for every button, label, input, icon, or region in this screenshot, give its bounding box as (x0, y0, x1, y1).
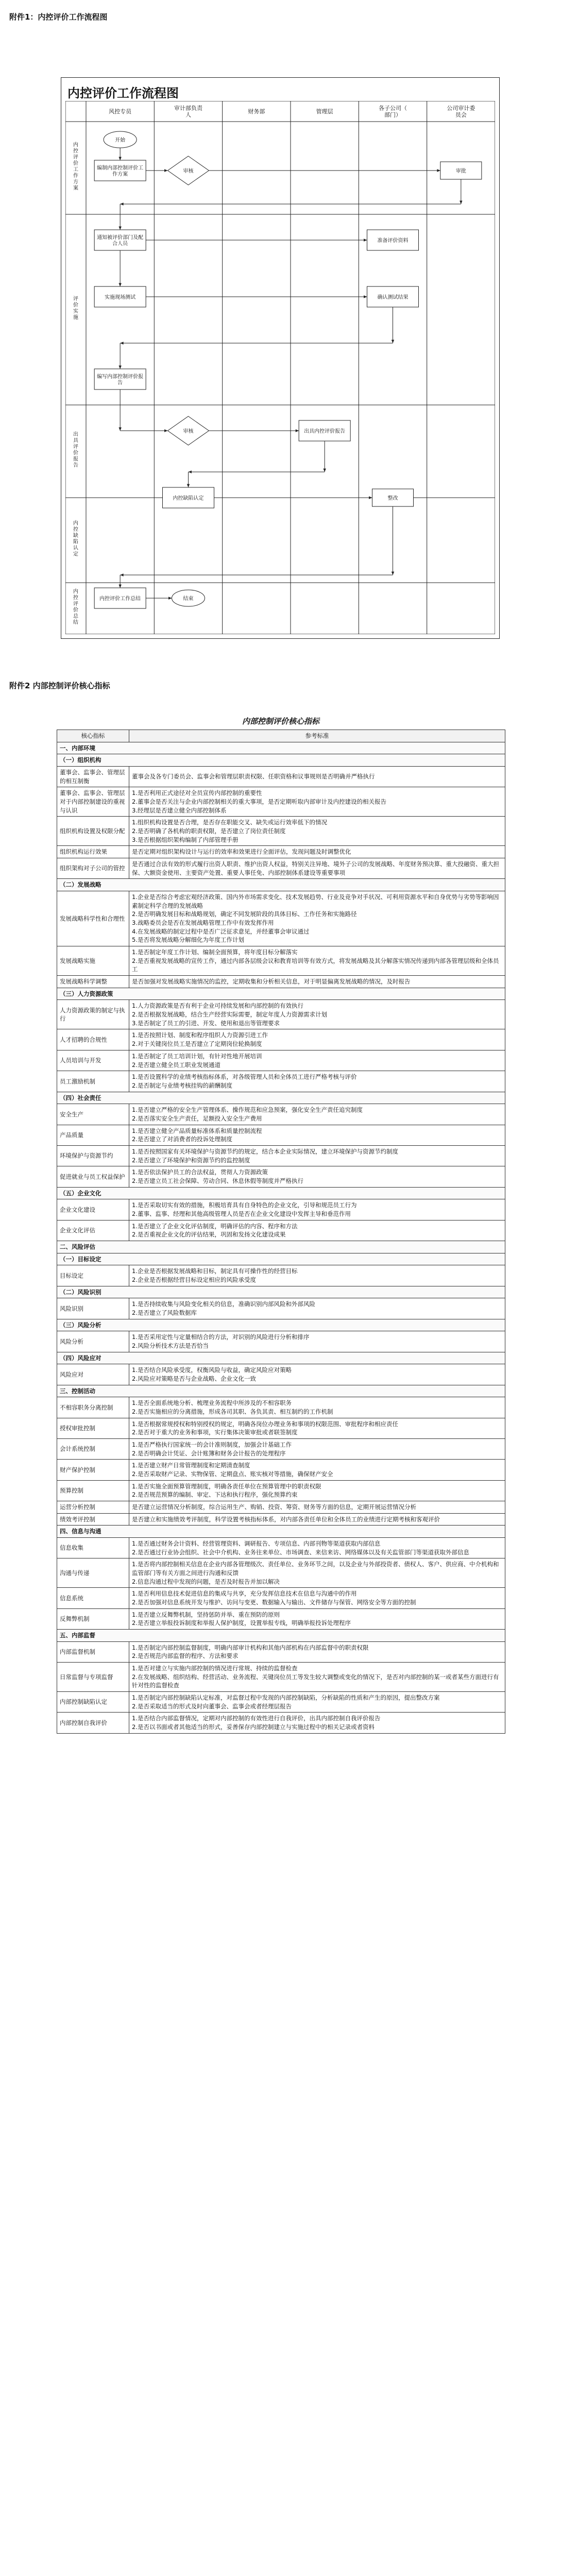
core-index-cell: 目标设定 (57, 1265, 129, 1286)
node-confirm-label: 确认测试结果 (377, 295, 409, 300)
lane-label: 财务部 (248, 108, 265, 115)
node-end-label: 结束 (183, 596, 194, 602)
flow-arrowhead (118, 157, 121, 160)
core-index-cell: 财产保护控制 (57, 1460, 129, 1480)
table-row (57, 1501, 505, 1514)
flow-arrowhead (118, 227, 121, 230)
node-prepare-label: 准备评价资料 (377, 238, 409, 244)
flow-arrowhead (168, 597, 172, 599)
standard-item: 1.是否严格执行国家统一的会计准则制度，加强会计基础工作 (132, 1441, 292, 1449)
section-heading: （五）企业文化 (57, 1187, 505, 1199)
standard-item: 1.是否通过财务会计资料、经营管理资料、调研报告、专项信息、内部刊物等渠道获取内部信息 (132, 1540, 381, 1548)
table-row (57, 846, 505, 858)
standard-item: 1.是否制定内部控制监督制度，明确内部审计机构和其他内部机构在内部监督中的职责权限 (132, 1643, 369, 1651)
table-row (57, 1397, 505, 1418)
table-section-row (57, 1526, 505, 1538)
flowchart-frame (61, 77, 500, 639)
table-row (57, 787, 505, 817)
standard-item: 1.组织机构设置是否合理，是否存在职能交叉、缺失或运行效率低下的情况 (132, 819, 327, 826)
standard-item: 1.是否建立健全产品质量标准体系和质量控制流程 (132, 1127, 262, 1134)
standard-item: 2.是否根据发展战略，结合生产经营实际需要，制定年度人力资源需求计划 (132, 1011, 327, 1019)
node-approve2-label: 审批 (455, 168, 466, 174)
section-heading: 二、风险评估 (57, 1241, 505, 1253)
reference-standard-cell (129, 858, 505, 879)
table-row (57, 1558, 505, 1588)
table-section-row (57, 742, 505, 754)
table-row (57, 1364, 505, 1385)
core-index-cell: 反舞弊机制 (57, 1608, 129, 1629)
standard-item: 1.是否制定年度工作计划、编制全面预算，将年度目标分解落实 (132, 948, 298, 956)
section-heading: 三、控制活动 (57, 1385, 505, 1397)
standard-item: 2.是否加强对信息系统开发与维护、访问与变更、数据输入与输出、文件储存与保管、网络安全等方面的控制 (132, 1599, 416, 1606)
standard-item: 1.是否利用信息技术促进信息的集成与共享，充分发挥信息技术在信息与沟通中的作用 (132, 1590, 357, 1598)
reference-standard-cell (129, 1364, 505, 1385)
core-index-cell: 运营分析控制 (57, 1501, 129, 1514)
core-index-cell: 安全生产 (57, 1104, 129, 1125)
standard-item: 1.是否根据常规授权和特别授权的规定，明确各岗位办理业务和事项的权限范围、审批程序和相应责任 (132, 1420, 398, 1428)
standard-item: 2.是否建立了风险数据库 (132, 1309, 197, 1316)
table-section-row (57, 1187, 505, 1199)
phase-label: 内控评价总结 (73, 589, 78, 625)
standard-item: 是否通过合法有效的形式履行出资人职责、维护出资人权益，特别关注异地、境外子公司的发展战略、年度财务预决算、重大投融资、重大担保、大额资金使用、主要资产处置、重要人事任免、内部控制体系建设等重要事项 (132, 860, 499, 876)
core-index-cell: 董事会、监事会、管理层对于内部控制建设的重视与认识 (57, 787, 129, 817)
standard-item: 3.经理层是否建立健全内部控制体系 (132, 806, 227, 814)
standard-item: 1.是否设置科学的业绩考核指标体系，对各级管理人员和全体员工进行严格考核与评价 (132, 1073, 357, 1081)
standard-item: 1.是否结合内部监督情况，定期对内部控制的有效性进行自我评价，出具内部控制自我评价报告 (132, 1715, 381, 1722)
standard-item: 2.在发展战略、组织结构、经营活动、业务流程、关键岗位员工等发生较大调整或变化的情况下，是否对内部控制的某一或者某些方面进行有针对性的监督检查 (132, 1673, 499, 1689)
flow-arrowhead (118, 366, 121, 369)
node-review-label: 审核 (183, 429, 194, 434)
reference-standard-cell (129, 787, 505, 817)
reference-standard-cell (129, 1439, 505, 1460)
table-row (57, 767, 505, 787)
node-plan-label: 编制内部控制评价工作方案 (97, 165, 144, 177)
section-heading: （二）发展战略 (57, 879, 505, 891)
table-row (57, 1538, 505, 1558)
table-row (57, 1029, 505, 1050)
core-index-cell: 人力资源政策的制定与执行 (57, 1000, 129, 1029)
node-start-label: 开始 (115, 138, 126, 143)
flow-arrowhead (323, 469, 326, 472)
core-index-cell: 发展战略科学调整 (57, 976, 129, 988)
reference-standard-cell (129, 1641, 505, 1662)
table-row (57, 1000, 505, 1029)
section-heading: （一）组织机构 (57, 754, 505, 767)
reference-standard-cell (129, 1199, 505, 1220)
table-row (57, 1199, 505, 1220)
table-section-row (57, 754, 505, 767)
table-section-row (57, 1286, 505, 1298)
node-summary-label: 内控评价工作总结 (99, 596, 141, 602)
reference-standard-cell (129, 1298, 505, 1319)
standard-item: 2.是否重视发展战略的宣传工作，通过内部各层级会议和教育培训等有效方式，将发展战略及其分解落实情况传递到内部各管理层级和全体员工 (132, 957, 499, 973)
table-section-row (57, 879, 505, 891)
table-row (57, 1480, 505, 1501)
table-section-row (57, 988, 505, 1000)
reference-standard-cell (129, 1145, 505, 1166)
table-section-row (57, 1385, 505, 1397)
core-index-cell: 员工激励机制 (57, 1071, 129, 1092)
standard-item: 3.是否制定了员工的引进、开发、使用和退出等管理要求 (132, 1019, 280, 1027)
core-index-cell: 内部控制自我评价 (57, 1713, 129, 1733)
flow-arrowhead (118, 585, 121, 588)
flow-arrowhead (460, 201, 462, 204)
table-row (57, 817, 505, 846)
reference-standard-cell (129, 846, 505, 858)
standard-item: 2.是否建立员工社会保障、劳动合同、休息休假等制度并严格执行 (132, 1177, 303, 1184)
table-row (57, 1265, 505, 1286)
core-index-cell: 产品质量 (57, 1125, 129, 1145)
table-row (57, 1608, 505, 1629)
standard-item: 2.风险应对策略是否与企业战略、企业文化一致 (132, 1375, 256, 1382)
table-row (57, 891, 505, 946)
core-index-cell: 环境保护与资源节约 (57, 1145, 129, 1166)
reference-standard-cell (129, 1104, 505, 1125)
table-row (57, 1331, 505, 1352)
standard-item: 2.是否明确会计凭证、会计账簿和财务会计报告的处理程序 (132, 1449, 286, 1457)
lane-label: 审计部负责人 (174, 105, 202, 118)
standard-item: 是否建立和实施绩效考评制度，科学设置考核指标体系，对内部各责任单位和全体员工的业绩进行定期考核和客观评价 (132, 1515, 440, 1523)
section-heading: 五、内部监督 (57, 1630, 505, 1642)
core-index-cell: 信息系统 (57, 1588, 129, 1608)
standard-item: 1.是否采用定性与定量相结合的方法，对识别的风险进行分析和排序 (132, 1333, 310, 1341)
table-row (57, 946, 505, 976)
table-section-row (57, 1241, 505, 1253)
standard-item: 1.是否实施全面预算管理制度，明确各责任单位在预算管理中的职责权限 (132, 1482, 321, 1490)
core-index-cell: 组织架构对子公司的管控 (57, 858, 129, 879)
standard-item: 2.是否建立了对消费者的投诉处理制度 (132, 1136, 232, 1143)
standard-item: 1.人力资源政策是否有利于企业可持续发展和内部控制的有效执行 (132, 1002, 303, 1010)
table-row (57, 1298, 505, 1319)
standard-item: 1.是否全面系统地分析、梳理业务流程中所涉及的不相容职务 (132, 1399, 292, 1407)
core-index-cell: 组织机构设置及权限分配 (57, 817, 129, 846)
standard-item: 1.是否对建立与实施内部控制的情况进行常规、持续的监督检查 (132, 1665, 298, 1672)
flow-arrowhead (164, 429, 167, 432)
flow-arrowhead (164, 169, 167, 172)
standard-item: 2.董事、监事、经理和其他高级管理人员是否在企业文化建设中发挥主导和垂范作用 (132, 1210, 351, 1217)
node-notify-label: 通知被评价部门及配合人员 (97, 235, 144, 247)
section-heading: （二）风险识别 (57, 1286, 505, 1298)
standard-item: 2.是否明确发展目标和战略规划，确定不同发展阶段的具体目标、工作任务和实施路径 (132, 910, 357, 918)
standard-item: 1.是否将内部控制相关信息在企业内部各管理级次、责任单位、业务环节之间，以及企业与外部投资者、债权人、客户、供应商、中介机构和监管部门等有关方面之间进行沟通和反馈 (132, 1561, 499, 1577)
table-row (57, 1125, 505, 1145)
reference-standard-cell (129, 1418, 505, 1438)
standard-item: 1.企业是否综合考虑宏观经济政策、国内外市场需求变化、技术发展趋势、行业及竞争对手状况、可利用资源水平和自身优势与劣势等影响因素制定科学合理的发展战略 (132, 893, 499, 909)
reference-standard-cell (129, 1000, 505, 1029)
core-index-cell: 董事会、监事会、管理层的相互制衡 (57, 767, 129, 787)
standard-item: 1.是否按照计划、制度和程序组织人力资源引进工作 (132, 1031, 268, 1039)
standard-item: 2.是否建立举报投诉制度和举报人保护制度，设置举报专线，明确举报投诉处理程序 (132, 1619, 351, 1627)
table-row (57, 1692, 505, 1713)
table-row (57, 1418, 505, 1438)
standard-item: 1.是否按照国家有关环境保护与资源节约的规定，结合本企业实际情况，建立环境保护与资源节约制度 (132, 1147, 398, 1155)
table-row (57, 1166, 505, 1187)
table-row (57, 1439, 505, 1460)
standard-item: 1.是否结合风险承受度，权衡风险与收益，确定风险应对策略 (132, 1366, 292, 1374)
reference-standard-cell (129, 1608, 505, 1629)
table-row (57, 1460, 505, 1480)
reference-standard-cell (129, 1663, 505, 1692)
attachment1-heading: 附件1：内控评价工作流程图 (9, 12, 108, 22)
standard-item: 1.是否建立严格的安全生产管理体系、操作规范和应急预案，强化安全生产责任追究制度 (132, 1106, 363, 1114)
section-heading: （三）人力资源政策 (57, 988, 505, 1000)
reference-standard-cell (129, 946, 505, 976)
reference-standard-cell (129, 1029, 505, 1050)
standard-item: 2.企业是否根据经营目标设定相应的风险承受度 (132, 1276, 256, 1283)
reference-standard-cell (129, 1460, 505, 1480)
reference-standard-cell (129, 1692, 505, 1713)
core-index-cell: 绩效考评控制 (57, 1513, 129, 1526)
flowchart-title: 内控评价工作流程图 (67, 86, 179, 100)
flowchart-diagram (65, 101, 495, 634)
table-section-row (57, 1253, 505, 1265)
standard-item: 1.是否建立反舞弊机制，坚持惩防并举、重在预防的原则 (132, 1611, 280, 1618)
index-table-section (57, 714, 505, 1734)
standard-item: 董事会及各专门委员会、监事会和管理层职责权限、任职资格和议事规则是否明确并严格执行 (132, 773, 375, 781)
standard-item: 2.是否规范预算的编制、审定、下达和执行程序，强化预算约束 (132, 1491, 298, 1499)
core-index-cell: 沟通与传递 (57, 1558, 129, 1588)
table-row (57, 1713, 505, 1733)
reference-standard-cell (129, 1331, 505, 1352)
lane-label: 各子公司（部门） (379, 105, 407, 118)
standard-item: 2.是否明确了各机构的职责权限，是否建立了岗位责任制度 (132, 827, 286, 835)
flow-arrowhead (369, 496, 372, 499)
core-index-cell: 人员培训与开发 (57, 1050, 129, 1071)
flow-arrowhead (118, 428, 121, 431)
core-index-cell: 内部控制缺陷认定 (57, 1692, 129, 1713)
reference-standard-cell (129, 1071, 505, 1092)
reference-standard-cell (129, 1480, 505, 1501)
standard-item: 2.是否建立了环境保护和资源节约的监控制度 (132, 1156, 250, 1164)
lane-label: 风控专员 (109, 108, 132, 115)
table-row (57, 1050, 505, 1071)
standard-item: 1.是否建立了企业文化评估制度，明确评估的内容、程序和方法 (132, 1222, 298, 1230)
reference-standard-cell (129, 1538, 505, 1558)
phase-label: 评价实施 (73, 296, 78, 320)
index-table-title: 内部控制评价核心指标 (242, 717, 319, 726)
standard-item: 2.风险分析技术方法是否恰当 (132, 1342, 209, 1349)
core-index-cell: 信息收集 (57, 1538, 129, 1558)
phase-label: 内控缺陷认定 (73, 520, 78, 557)
core-index-cell: 授权审批控制 (57, 1418, 129, 1438)
standard-item: 2.是否通过行业协会组织、社会中介机构、业务往来单位、市场调查、来信来访、网络媒体以及有关监管部门等渠道获取外部信息 (132, 1548, 469, 1556)
standard-item: 1.是否建立财产日常管理制度和定期清查制度 (132, 1462, 250, 1469)
core-index-cell: 风险应对 (57, 1364, 129, 1385)
standard-item: 2.是否建立健全员工职业发展通道 (132, 1061, 220, 1069)
core-index-cell: 风险分析 (57, 1331, 129, 1352)
standard-item: 2.是否规范内部监督的程序、方法和要求 (132, 1652, 239, 1660)
table-section-row (57, 1092, 505, 1104)
reference-standard-cell (129, 817, 505, 846)
index-table (57, 730, 505, 1734)
reference-standard-cell (129, 1513, 505, 1526)
table-section-row (57, 1319, 505, 1331)
section-heading: （一）目标设定 (57, 1253, 505, 1265)
lane-label: 公司审计委员会 (447, 105, 475, 118)
node-rectify-label: 整改 (387, 496, 398, 501)
core-index-cell: 不相容职务分离控制 (57, 1397, 129, 1418)
phase-label: 内控评价工作方案 (73, 142, 78, 191)
header-core-index: 核心指标 (57, 730, 129, 742)
standard-item: 2.董事会是否关注与企业内部控制相关的重大事项，是否定期听取内部审计及内控建设的相关报告 (132, 798, 386, 806)
section-heading: （四）风险应对 (57, 1352, 505, 1364)
reference-standard-cell (129, 976, 505, 988)
core-index-cell: 企业文化评估 (57, 1220, 129, 1241)
reference-standard-cell (129, 1588, 505, 1608)
table-section-row (57, 1352, 505, 1364)
table-row (57, 1145, 505, 1166)
section-heading: （四）社会责任 (57, 1092, 505, 1104)
reference-standard-cell (129, 1050, 505, 1071)
core-index-cell: 促进就业与员工权益保护 (57, 1166, 129, 1187)
section-heading: 四、信息与沟通 (57, 1526, 505, 1538)
core-index-cell: 日常监督与专项监督 (57, 1663, 129, 1692)
standard-item: 2.是否落实安全生产责任，足额投入安全生产费用 (132, 1114, 262, 1122)
core-index-cell: 发展战略科学性和合理性 (57, 891, 129, 946)
table-row (57, 976, 505, 988)
node-defect-label: 内控缺陷认定 (173, 496, 204, 501)
core-index-cell: 内部监督机制 (57, 1641, 129, 1662)
table-row (57, 1641, 505, 1662)
table-row (57, 1104, 505, 1125)
standard-item: 1.企业是否根据发展战略和目标，制定具有可操作性的经营目标 (132, 1267, 298, 1275)
reference-standard-cell (129, 1713, 505, 1733)
core-index-cell: 人才招聘的合规性 (57, 1029, 129, 1050)
standard-item: 1.是否制定了员工培训计划，有针对性地开展培训 (132, 1052, 262, 1060)
node-draft-label: 编写内部控制评价报告 (97, 374, 144, 386)
lane-label: 管理层 (316, 108, 333, 115)
core-index-cell: 风险识别 (57, 1298, 129, 1319)
table-row (57, 1220, 505, 1241)
table-header-row (57, 730, 505, 742)
core-index-cell: 组织机构运行效果 (57, 846, 129, 858)
phase-label: 出具评价报告 (73, 432, 78, 468)
reference-standard-cell (129, 1397, 505, 1418)
flow-arrowhead (392, 340, 394, 343)
core-index-cell: 企业文化建设 (57, 1199, 129, 1220)
flow-arrowhead (118, 283, 121, 286)
flow-arrowhead (364, 295, 367, 298)
table-row (57, 1513, 505, 1526)
standard-item: 1.是否依法保护员工的合法权益，贯彻人力资源政策 (132, 1168, 268, 1176)
core-index-cell: 预算控制 (57, 1480, 129, 1501)
attachment2-heading: 附件2 内部控制评价核心指标 (9, 681, 110, 690)
flow-arrowhead (120, 202, 123, 205)
standard-item: 1.是否制定内部控制缺陷认定标准，对监督过程中发现的内部控制缺陷，分析缺陷的性质和产生的原因，提出整改方案 (132, 1694, 440, 1702)
section-heading: （三）风险分析 (57, 1319, 505, 1331)
table-row (57, 1663, 505, 1692)
standard-item: 2.是否重视企业文化的评估结果，巩固和发扬文化建设成果 (132, 1231, 286, 1239)
standard-item: 1.是否利用正式途径对全员宣传内部控制的重要性 (132, 789, 262, 797)
core-index-cell: 发展战略实施 (57, 946, 129, 976)
flow-arrowhead (392, 572, 394, 575)
standard-item: 2.对于关键岗位员工是否建立了定期岗位轮换制度 (132, 1040, 262, 1048)
header-reference-standard: 参考标准 (129, 730, 505, 742)
flow-arrowhead (437, 169, 440, 172)
standard-item: 3.战略委员会是否在发展战略管理工作中有效发挥作用 (132, 919, 274, 927)
standard-item: 是否建立运营情况分析制度，综合运用生产、购销、投资、筹资、财务等方面的信息，定期开展运营情况分析 (132, 1503, 416, 1511)
core-index-cell: 会计系统控制 (57, 1439, 129, 1460)
standard-item: 4.在发展战略的制定过程中是否广泛征求意见，并经董事会审议通过 (132, 927, 310, 935)
standard-item: 2.是否以书面或者其他适当的形式，妥善保存内部控制建立与实施过程中的相关记录或者资料 (132, 1723, 375, 1731)
reference-standard-cell (129, 1166, 505, 1187)
reference-standard-cell (129, 1220, 505, 1241)
standard-item: 是否加强对发展战略实施情况的监控，定期收集和分析相关信息，对于明显偏离发展战略的情况，及时报告 (132, 978, 411, 986)
standard-item: 5.是否将发展战略分解细化为年度工作计划 (132, 936, 244, 944)
standard-item: 2.是否采取财产记录、实物保管、定期盘点、账实核对等措施，确保财产安全 (132, 1470, 333, 1478)
flow-arrowhead (120, 342, 123, 344)
standard-item: 1.是否采取切实有效的措施，积极培育具有自身特色的企业文化，引导和规范员工行为 (132, 1201, 357, 1209)
reference-standard-cell (129, 1125, 505, 1145)
flow-arrowhead (120, 573, 123, 576)
table-section-row (57, 1630, 505, 1642)
node-approve-label: 审核 (183, 168, 194, 174)
standard-item: 是否定期对组织架构设计与运行的效率和效果进行全面评估，发现问题及时调整优化 (132, 848, 351, 856)
section-heading: 一、内部环境 (57, 742, 505, 754)
flow-arrowhead (296, 429, 299, 432)
reference-standard-cell (129, 1265, 505, 1286)
flow-arrowhead (364, 239, 367, 241)
standard-item: 2.是否实施相应的分离措施，形成各司其职、各负其责、相互制约的工作机制 (132, 1408, 333, 1415)
table-row (57, 858, 505, 879)
standard-item: 2.是否对于重大的业务和事项，实行集体决策审批或者联签制度 (132, 1429, 298, 1436)
node-implement-label: 实施现场测试 (105, 295, 136, 300)
standard-item: 1.是否持续收集与风险变化相关的信息，准确识别内部风险和外部风险 (132, 1300, 315, 1308)
standard-item: 2.是否采取适当的形式及时向董事会、监事会或者经理层报告 (132, 1702, 292, 1710)
reference-standard-cell (129, 767, 505, 787)
node-report-label: 出具内控评价报告 (304, 429, 346, 434)
standard-item: 2.是否制定与业绩考核挂钩的薪酬制度 (132, 1081, 232, 1089)
reference-standard-cell (129, 1558, 505, 1588)
standard-item: 2.信息沟通过程中发现的问题，是否及时报告并加以解决 (132, 1578, 280, 1585)
table-row (57, 1588, 505, 1608)
reference-standard-cell (129, 1501, 505, 1514)
flow-arrowhead (187, 484, 190, 487)
reference-standard-cell (129, 891, 505, 946)
standard-item: 3.是否根据组织架构编制了内部管理手册 (132, 836, 239, 843)
flow-arrowhead (189, 470, 192, 473)
table-row (57, 1071, 505, 1092)
